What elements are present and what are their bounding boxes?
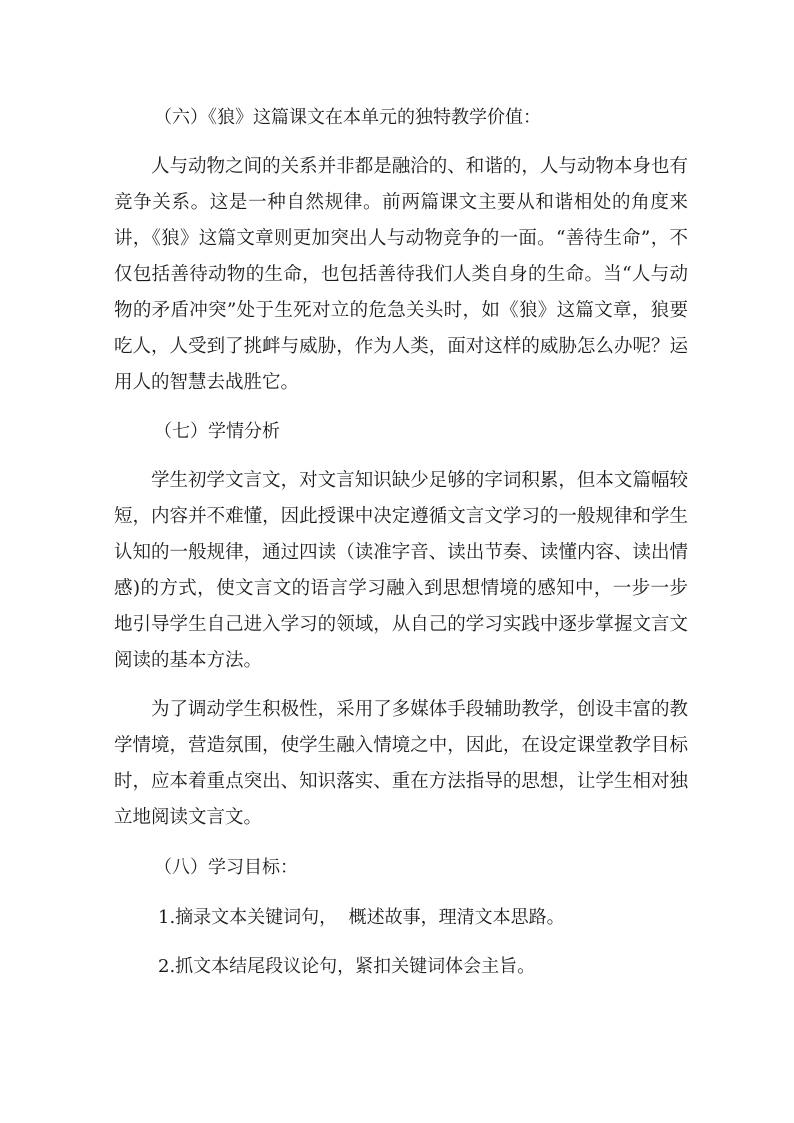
analysis-paragraph-1: 学生初学文言文，对文言知识缺少足够的字词积累，但本文篇幅较短，内容并不难懂，因此授课中决定遵循文言文学习的一般规律和学生认知的一般规律，通过四读（读准字音、读出节奏、读懂内容、读出情感)的方式，使文言文的语言学习融入到思想情境的感知中，一步一步地引导学生自己进入学习的领域，从自己的学习实践中逐步掌握文言文阅读的基本方法。 bbox=[114, 470, 688, 671]
section-heading-value: （六）《狼》这篇课文在本单元的独特教学价值： bbox=[154, 107, 541, 128]
document-body bbox=[114, 100, 688, 985]
objective-item-1: 1.摘录文本关键词句， 概述故事，理清文本思路。 bbox=[158, 907, 565, 928]
objective-item-2: 2.抓文本结尾段议论句，紧扣关键词体会主旨。 bbox=[158, 956, 536, 977]
analysis-paragraph-2: 为了调动学生积极性，采用了多媒体手段辅助教学，创设丰富的教学情境，营造氛围，使学生融入情境之中，因此，在设定课堂教学目标时，应本着重点突出、知识落实、重在方法指导的思想，让学生相对独立地阅读文言文。 bbox=[114, 699, 688, 828]
section-heading-objectives: （八）学习目标： bbox=[154, 857, 298, 878]
section-value-paragraph: 人与动物之间的关系并非都是融洽的、和谐的，人与动物本身也有竞争关系。这是一种自然规律。前两篇课文主要从和谐相处的角度来讲，《狼》这篇文章则更加突出人与动物竞争的一面。“善待生命”，不仅包括善待动物的生命，也包括善待我们人类自身的生命。当“人与动物的矛盾冲突”处于生死对立的危急关头时，如《狼》这篇文章，狼要吃人，人受到了挑衅与威胁，作为人类，面对这样的威胁怎么办呢？运用人的智慧去战胜它。 bbox=[114, 156, 688, 393]
section-heading-analysis: （七）学情分析 bbox=[154, 421, 280, 442]
